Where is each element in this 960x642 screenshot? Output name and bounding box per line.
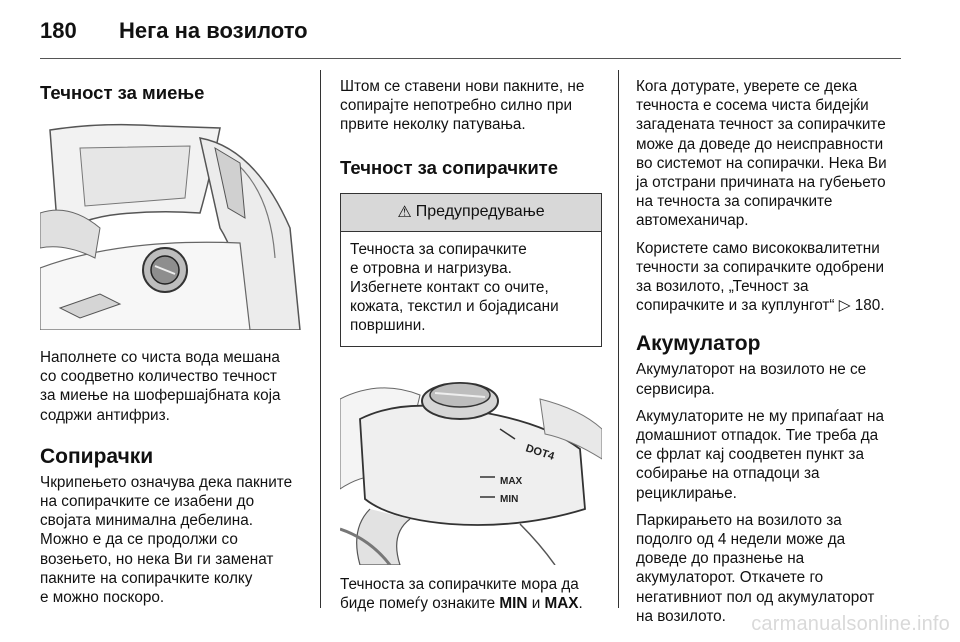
running-title: Нега на возилото: [119, 18, 308, 43]
washer-reservoir-illustration: [40, 118, 302, 330]
column-1: [40, 68, 302, 607]
page-reference-link[interactable]: ▷ 180.: [838, 297, 885, 315]
washer-fluid-heading: Течност за миење: [40, 82, 205, 103]
page-header: [40, 18, 920, 58]
battery-heading: Акумулатор: [636, 332, 761, 356]
warning-box: [340, 193, 602, 347]
battery-text-2: Акумулаторите не му припаѓаат на домашниот отпадок. Тие треба да се фрлат кај соодветен пункт за собирање на отпадоци за рециклирање.: [636, 407, 885, 502]
washer-fluid-caption: Наполнете со чиста вода мешана со соодветно количество течност за миење на шофершајбната која содржи антифриз.: [40, 349, 281, 424]
brake-fluid-reservoir-illustration: [340, 359, 602, 565]
topping-up-text: Кога дотурате, уверете се дека течноста е сосема чиста бидејќи загадената течност за сопирачките може да доведе до неисправности во системот на сопирачки. Нека Ви ја отстрани причината на губењето на течноста за сопирачките автомеханичар.: [636, 78, 887, 230]
new-pads-text: Штом се ставени нови пакните, не сопирајте непотребно силно при првите неколку патувања.: [340, 78, 585, 134]
warning-title: Предупредување: [415, 203, 545, 221]
warning-triangle-icon: ⚠: [397, 204, 412, 222]
reservoir-label-dot4: DOT4: [524, 442, 556, 463]
max-marking: MAX: [544, 594, 579, 612]
brakes-text: Чкрипењето означува дека пакните на сопирачките се изабени до својата минимална дебелина. Можно е да се продолжи со возењето, но нека Ви ги заменат пакните на сопирачките колку е можно поскоро.: [40, 473, 293, 607]
reservoir-label-min: MIN: [500, 493, 519, 505]
brakes-heading: Сопирачки: [40, 444, 154, 468]
header-rule: [40, 58, 901, 59]
warning-header: [341, 194, 601, 232]
column-2: [340, 68, 602, 613]
min-marking: MIN: [499, 594, 528, 612]
column-divider-1: [320, 70, 321, 608]
warning-body: Течноста за сопирачките е отровна и нагризува. Избегнете контакт со очите, кожата, текстил и бојадисани површини.: [350, 240, 559, 335]
column-divider-2: [618, 70, 619, 608]
reservoir-label-max: MAX: [500, 475, 523, 487]
brake-fluid-heading: Течност за сопирачките: [340, 156, 559, 178]
battery-text-3: Паркирањето на возилото за подолго од 4 недели може да доведе до празнење на акумулаторот. Откачете го негативниот пол од акумулаторот на возилото.: [636, 511, 875, 625]
page-number: 180: [40, 18, 77, 43]
watermark: carmanualsonline.info: [751, 613, 950, 635]
brake-fluid-caption: Течноста за сопирачките мора да биде помеѓу ознаките MIN и MAX.: [340, 575, 583, 612]
column-3: [636, 68, 906, 626]
arrow-right-icon: ▷: [838, 297, 851, 315]
fluid-quality-text: Користете само висококвалитетни течности за сопирачките одобрени за возилото, „Течност за сопирачките и за куплунгот“ ▷ 180.: [636, 239, 885, 315]
battery-text-1: Акумулаторот на возилото не се сервисира.: [636, 361, 867, 398]
